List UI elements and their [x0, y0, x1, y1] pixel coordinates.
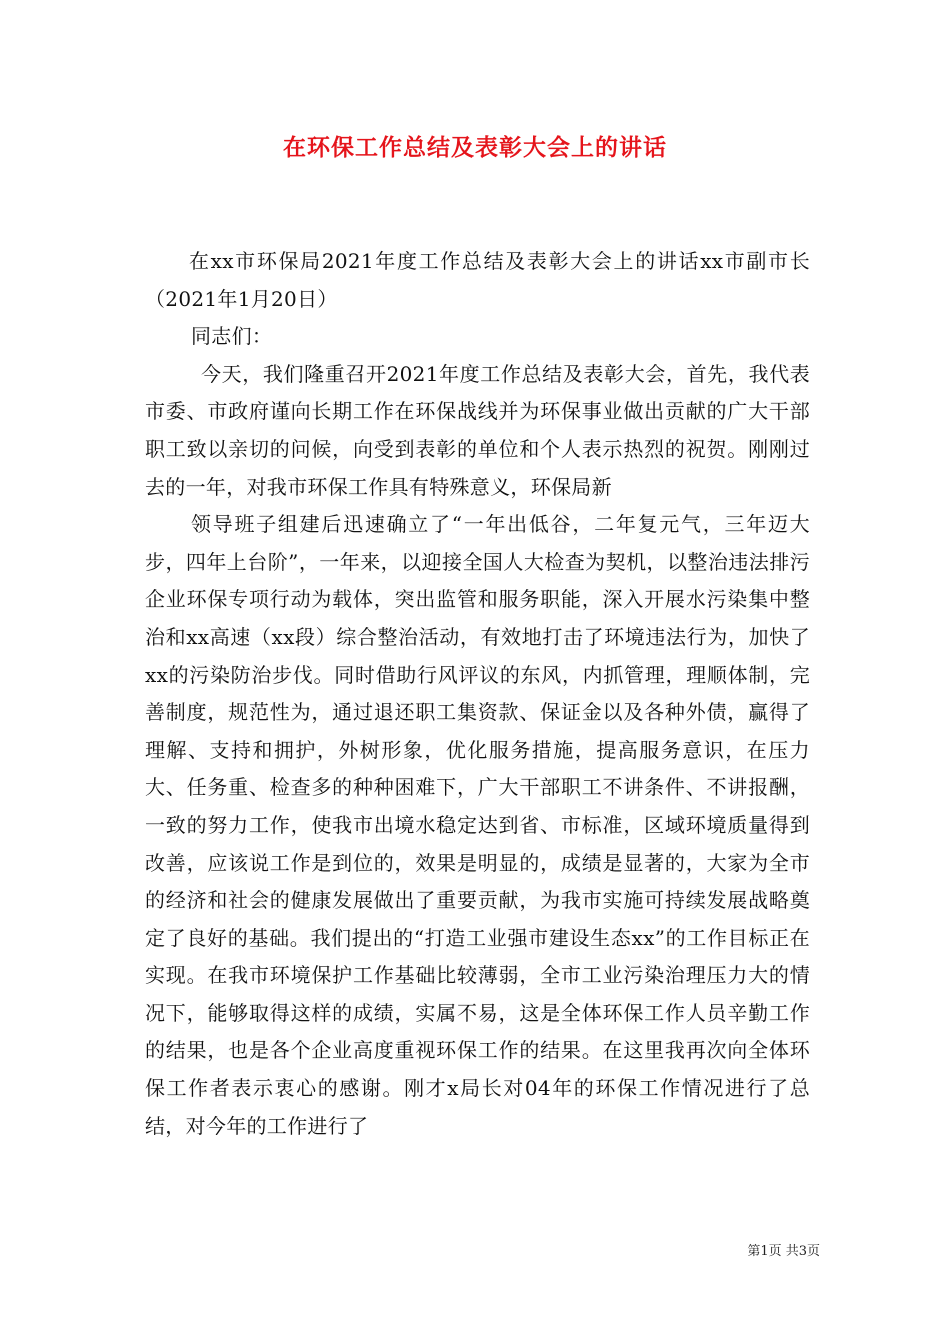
body-paragraph: 领导班子组建后迅速确立了“一年出低谷，二年复元气，三年迈大步，四年上台阶”，一年来，以迎接全国人大检查为契机，以整治违法排污企业环保专项行动为载体，突出监管和服务职能，深入开展水污染集中整治和xx高速（xx段）综合整治活动，有效地打击了环境违法行为，加快了xx的污染防治步伐。同时借助行风评议的东风，内抓管理，理顺体制，完善制度，规范性为，通过退还职工集资款、保证金以及各种外债，赢得了理解、支持和拥护，外树形象，优化服务措施，提高服务意识，在压力大、任务重、检查多的种种困难下，广大干部职工不讲条件、不讲报酬，一致的努力工作，使我市出境水稳定达到省、市标准，区域环境质量得到改善，应该说工作是到位的，效果是明显的，成绩是显著的，大家为全市的经济和社会的健康发展做出了重要贡献，为我市实施可持续发展战略奠定了良好的基础。我们提出的“打造工业强市建设生态xx”的工作目标正在实现。在我市环境保护工作基础比较薄弱，全市工业污染治理压力大的情况下，能够取得这样的成绩，实属不易，这是全体环保工作人员辛勤工作的结果，也是各个企业高度重视环保工作的结果。在这里我再次向全体环保工作者表示衷心的感谢。刚才x局长对04年的环保工作情况进行了总结，对今年的工作进行了: [145, 512, 810, 1138]
page-number: 第1页 共3页: [747, 1244, 820, 1259]
document-body: [145, 243, 810, 1145]
salutation-paragraph: 同志们：: [191, 324, 273, 349]
body-paragraph: 今天，我们隆重召开2021年度工作总结及表彰大会，首先，我代表市委、市政府谨向长期工作在环保战线并为环保事业做出贡献的广大干部职工致以亲切的问候，向受到表彰的单位和个人表示热烈的祝贺。刚刚过去的一年，对我市环保工作具有特殊意义，环保局新: [145, 361, 810, 499]
document-title: 在环保工作总结及表彰大会上的讲话: [283, 134, 667, 161]
speech-heading-paragraph: 在xx市环保局2021年度工作总结及表彰大会上的讲话xx市副市长（2021年1月20日）: [145, 249, 810, 311]
